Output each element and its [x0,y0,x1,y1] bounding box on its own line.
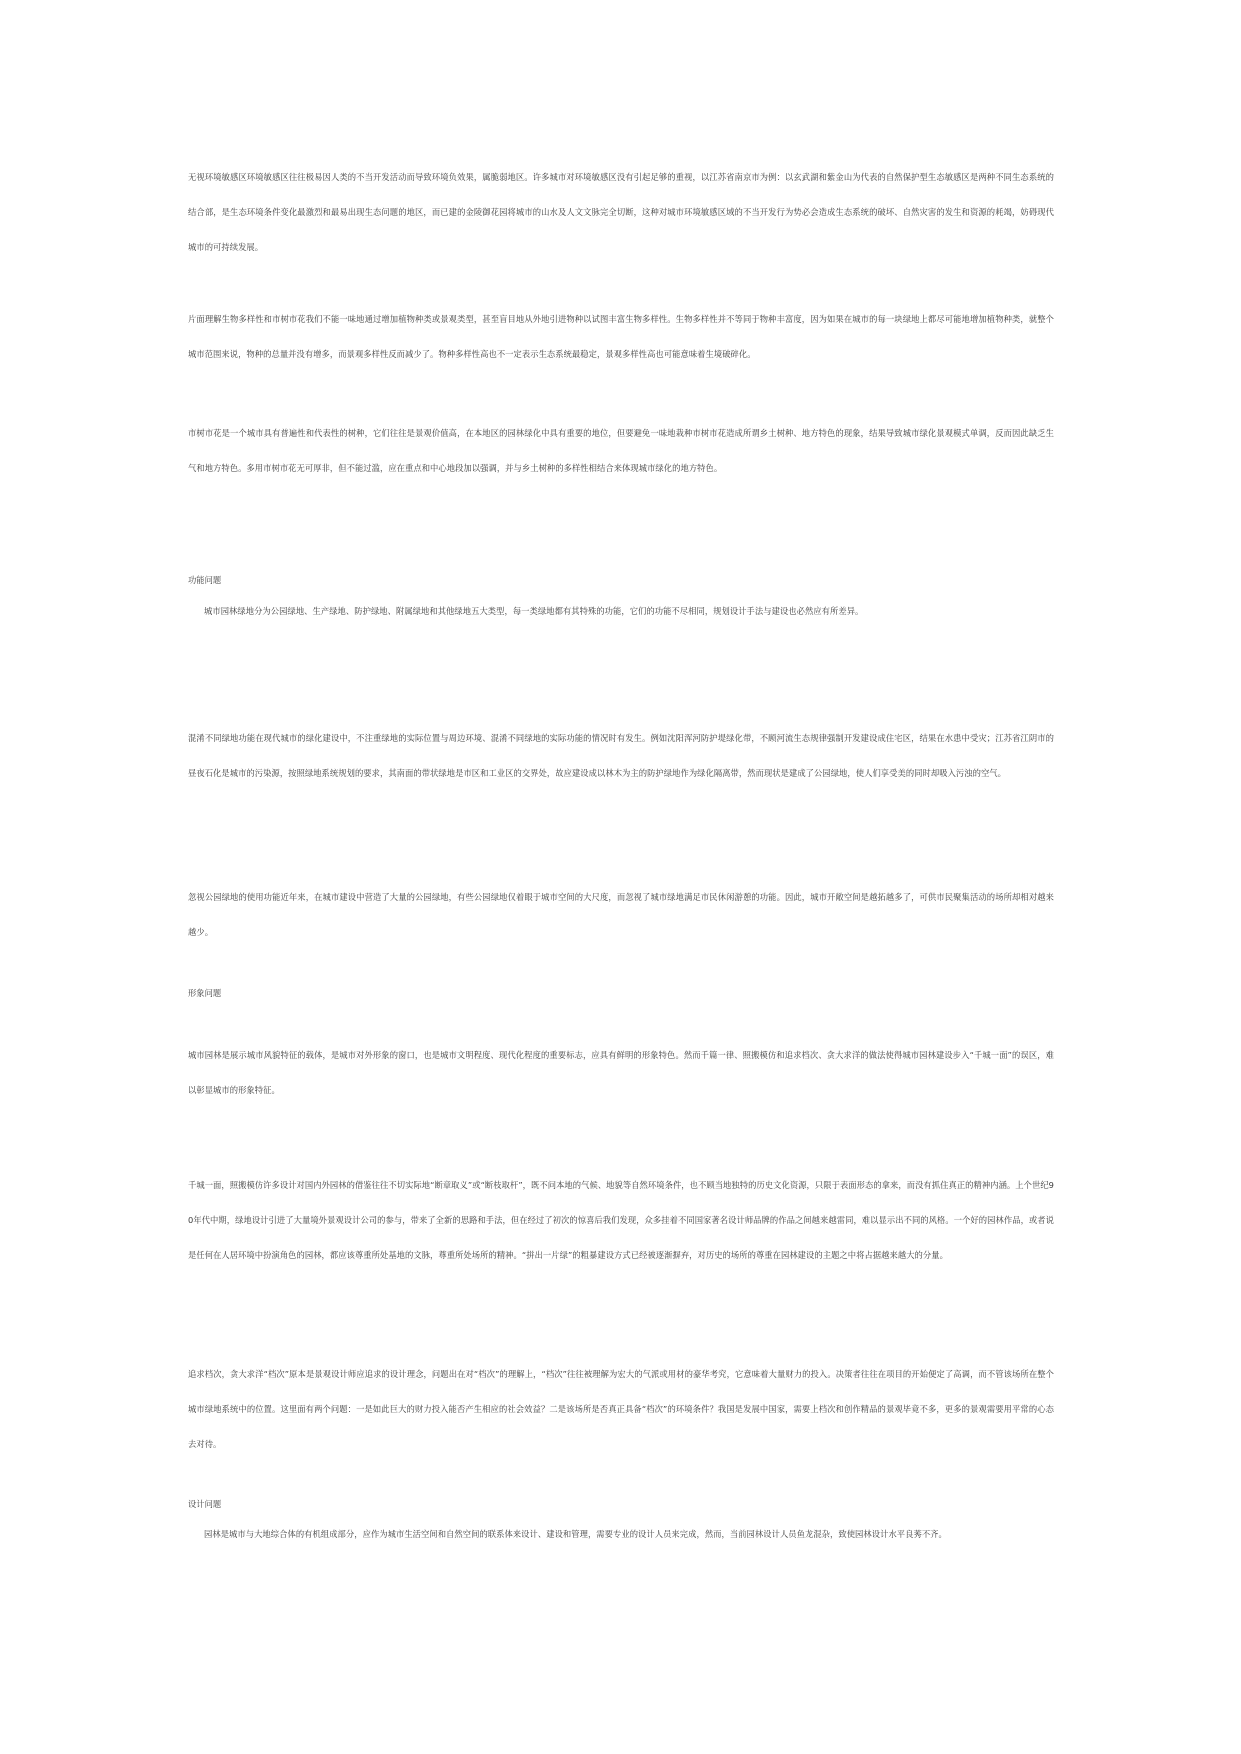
paragraph-city-tree-flower: 市树市花是一个城市具有普遍性和代表性的树种，它们往往是景观价值高，在本地区的园林绿化中具有重要的地位，但要避免一味地栽种市树市花造成所谓乡土树种、地方特色的现象，结果导致城市绿化景观模式单调，反而因此缺乏生气和地方特色。多用市树市花无可厚非，但不能过滥，应在重点和中心地段加以强调，并与乡土树种的多样性相结合来体现城市绿化的地方特色。 [188,428,1054,473]
heading-design-issues: 设计问题 [188,1499,222,1509]
heading-function-issues: 功能问题 [188,575,222,585]
heading-image-issues: 形象问题 [188,988,222,998]
paragraph-design-quality: 园林是城市与大地综合体的有机组成部分，应作为城市生活空间和自然空间的联系体来设计、建设和管理，需要专业的设计人员来完成，然而，当前园林设计人员鱼龙混杂，致使园林设计水平良莠不齐。 [204,1529,947,1539]
paragraph-uniformity: 千城一面，照搬模仿许多设计对国内外园林的借鉴往往不切实际地“断章取义”或“断枝取杆”，既不问本地的气候、地貌等自然环境条件，也不顾当地独特的历史文化资源，只限于表面形态的拿来，而没有抓住真正的精神内涵。上个世纪90年代中期，绿地设计引进了大量境外景观设计公司的参与，带来了全新的思路和手法，但在经过了初次的惊喜后我们发现，众多挂着不同国家著名设计师品牌的作品之间越来越雷同，难以显示出不同的风格。一个好的园林作品，或者说是任何在人居环境中扮演角色的园林，都应该尊重所处基地的文脉，尊重所处场所的精神。“拼出一片绿”的粗暴建设方式已经被逐渐摒弃，对历史的场所的尊重在园林建设的主题之中将占据越来越大的分量。 [188,1180,1054,1260]
paragraph-confused-functions: 混淆不同绿地功能在现代城市的绿化建设中，不注重绿地的实际位置与周边环境、混淆不同绿地的实际功能的情况时有发生。例如沈阳浑河防护堤绿化带，不顾河流生态规律强制开发建设成住宅区，结果在水患中受灾；江苏省江阴市的昼夜石化是城市的污染源，按照绿地系统规划的要求，其南面的带状绿地是市区和工业区的交界处，故应建设成以林木为主的防护绿地作为绿化隔离带，然而现状是建成了公园绿地，使人们享受美的同时却吸入污浊的空气。 [188,733,1054,778]
paragraph-green-space-types: 城市园林绿地分为公园绿地、生产绿地、防护绿地、附属绿地和其他绿地五大类型，每一类绿地都有其特殊的功能，它们的功能不尽相同，规划设计手法与建设也必然应有所差异。 [204,606,864,616]
paragraph-environment-sensitive-areas: 无视环境敏感区环境敏感区往往极易因人类的不当开发活动而导致环境负效果，属脆弱地区。许多城市对环境敏感区没有引起足够的重视，以江苏省南京市为例：以玄武湖和紫金山为代表的自然保护型生态敏感区是两种不同生态系统的结合部，是生态环境条件变化最激烈和最易出现生态问题的地区，而已建的金陵御花园将城市的山水及人文文脉完全切断，这种对城市环境敏感区域的不当开发行为势必会造成生态系统的破坏、自然灾害的发生和资源的耗竭，妨碍现代城市的可持续发展。 [188,172,1054,252]
paragraph-grade-pursuit: 追求档次，贪大求洋“档次”原本是景观设计师应追求的设计理念，问题出在对“档次”的理解上，“档次”往往被理解为宏大的气派或用材的豪华考究，它意味着大量财力的投入。决策者往往在项目的开始便定了高调，而不管该场所在整个城市绿地系统中的位置。这里面有两个问题：一是如此巨大的财力投入能否产生相应的社会效益？二是该场所是否真正具备“档次”的环境条件？我国是发展中国家，需要上档次和创作精品的景观毕竟不多，更多的景观需要用平常的心态去对待。 [188,1369,1054,1449]
paragraph-park-use: 忽视公园绿地的使用功能近年来，在城市建设中营造了大量的公园绿地，有些公园绿地仅着眼于城市空间的大尺度，而忽视了城市绿地满足市民休闲游憩的功能。因此，城市开敞空间是越拓越多了，可供市民聚集活动的场所却相对越来越少。 [188,892,1054,937]
paragraph-city-image: 城市园林是展示城市风貌特征的载体，是城市对外形象的窗口，也是城市文明程度、现代化程度的重要标志，应具有鲜明的形象特色。然而千篇一律、照搬模仿和追求档次、贪大求洋的做法使得城市园林建设步入“千城一面”的误区，难以彰显城市的形象特征。 [188,1050,1054,1095]
paragraph-biodiversity: 片面理解生物多样性和市树市花我们不能一味地通过增加植物种类或景观类型，甚至盲目地从外地引进物种以试图丰富生物多样性。生物多样性并不等同于物种丰富度，因为如果在城市的每一块绿地上都尽可能地增加植物种类，就整个城市范围来说，物种的总量并没有增多，而景观多样性反而减少了。物种多样性高也不一定表示生态系统最稳定，景观多样性高也可能意味着生境破碎化。 [188,314,1054,359]
